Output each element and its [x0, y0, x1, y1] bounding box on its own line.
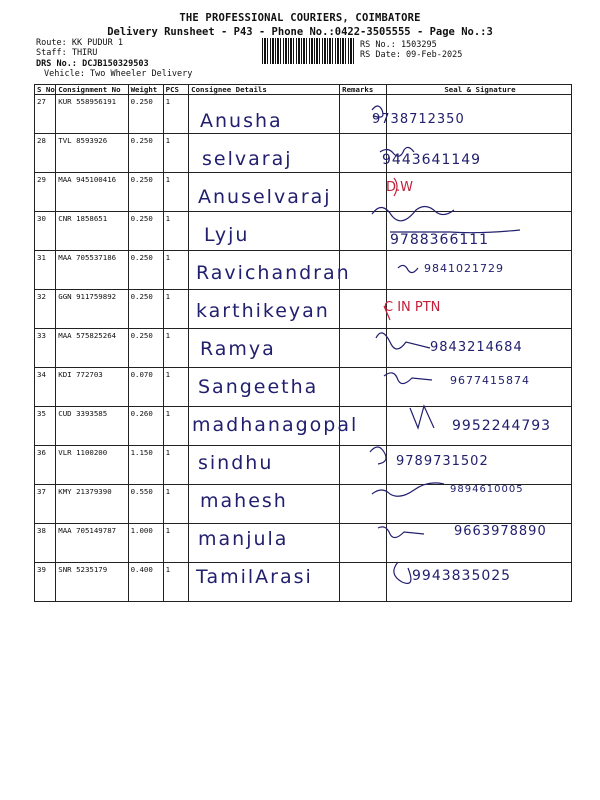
- cell-weight: 0.250: [128, 95, 163, 134]
- cell-consignment: CUD 3393585: [56, 407, 128, 446]
- cell-pcs: 1: [163, 368, 189, 407]
- rs-date: RS Date: 09-Feb-2025: [360, 50, 463, 60]
- red-ink-mark: D.W: [386, 180, 413, 195]
- handwritten-signature: 9843214684: [430, 340, 523, 355]
- scribble-sig-27: [372, 106, 383, 117]
- cell-consignment: MAA 705149787: [56, 524, 128, 563]
- cell-sno: 37: [35, 485, 56, 524]
- cell-pcs: 1: [163, 95, 189, 134]
- cell-sno: 38: [35, 524, 56, 563]
- drs-value: DCJB150329503: [82, 59, 149, 69]
- company-title: THE PROFESSIONAL COURIERS, COIMBATORE: [179, 12, 421, 24]
- rs-number: RS No.: 1503295: [360, 40, 437, 50]
- cell-consignment: TVL 8593926: [56, 134, 128, 173]
- cell-consignment: SNR 5235179: [56, 563, 128, 602]
- cell-sno: 28: [35, 134, 56, 173]
- col-weight: Weight: [128, 85, 163, 95]
- col-consignment: Consignment No: [56, 85, 128, 95]
- cell-sno: 29: [35, 173, 56, 212]
- cell-pcs: 1: [163, 134, 189, 173]
- red-scribble-32: [384, 306, 390, 320]
- handwritten-signature: 9841021729: [424, 262, 504, 275]
- cell-consignment: MAA 575825264: [56, 329, 128, 368]
- cell-sno: 31: [35, 251, 56, 290]
- handwritten-name: mahesh: [200, 490, 288, 512]
- col-consignee: Consignee Details: [189, 85, 340, 95]
- col-pcs: PCS: [163, 85, 189, 95]
- cell-weight: 0.400: [128, 563, 163, 602]
- cell-weight: 1.150: [128, 446, 163, 485]
- scribble-sig-37: [372, 483, 444, 496]
- cell-pcs: 1: [163, 563, 189, 602]
- cell-consignment: KDI 772703: [56, 368, 128, 407]
- handwritten-signature: 9789731502: [396, 454, 489, 469]
- handwritten-name: sindhu: [198, 452, 274, 474]
- cell-pcs: 1: [163, 251, 189, 290]
- cell-weight: 0.250: [128, 212, 163, 251]
- cell-pcs: 1: [163, 485, 189, 524]
- drs-label: DRS No.:: [36, 59, 77, 69]
- cell-sno: 30: [35, 212, 56, 251]
- cell-sno: 35: [35, 407, 56, 446]
- cell-weight: 0.250: [128, 329, 163, 368]
- scribble-sig-31: [398, 265, 418, 272]
- handwritten-signature: 9952244793: [452, 418, 552, 434]
- handwritten-name: Anuselvaraj: [198, 186, 332, 208]
- staff-label: Staff: THIRU: [36, 48, 98, 58]
- scribble-sig-35: [410, 406, 434, 428]
- cell-weight: 0.250: [128, 173, 163, 212]
- cell-consignment: MAA 945100416: [56, 173, 128, 212]
- cell-sno: 32: [35, 290, 56, 329]
- handwritten-name: Ramya: [200, 338, 276, 360]
- scribble-sig-30: [372, 206, 454, 220]
- cell-sno: 27: [35, 95, 56, 134]
- handwritten-name: Lyju: [204, 224, 250, 246]
- col-seal-signature: Seal & Signature: [386, 85, 571, 95]
- cell-sno: 34: [35, 368, 56, 407]
- handwritten-signature: 9663978890: [454, 524, 547, 539]
- cell-pcs: 1: [163, 329, 189, 368]
- cell-weight: 0.550: [128, 485, 163, 524]
- handwritten-name: Anusha: [200, 110, 283, 132]
- handwritten-signature: 9443641149: [382, 152, 482, 168]
- cell-sno: 33: [35, 329, 56, 368]
- cell-weight: 0.250: [128, 290, 163, 329]
- cell-weight: 0.250: [128, 134, 163, 173]
- cell-pcs: 1: [163, 446, 189, 485]
- scribble-sig-38: [378, 527, 424, 538]
- scribble-sig-36: [370, 447, 386, 464]
- cell-weight: 0.250: [128, 251, 163, 290]
- cell-pcs: 1: [163, 290, 189, 329]
- handwritten-name: karthikeyan: [196, 300, 330, 322]
- handwritten-name: madhanagopal: [192, 414, 359, 436]
- cell-weight: 1.000: [128, 524, 163, 563]
- handwritten-signature: 9894610005: [450, 484, 524, 495]
- handwritten-name: Ravichandran: [196, 262, 351, 284]
- vehicle-label: Vehicle: Two Wheeler Delivery: [44, 69, 193, 79]
- col-sno: S No: [35, 85, 56, 95]
- cell-pcs: 1: [163, 524, 189, 563]
- underline-sig-30: [390, 230, 520, 233]
- scribble-sig-34: [384, 373, 432, 384]
- scribble-sig-39: [394, 562, 411, 583]
- col-remarks: Remarks: [340, 85, 387, 95]
- scribble-sig-28: [380, 147, 414, 156]
- handwritten-signature: 9943835025: [412, 568, 512, 584]
- cell-pcs: 1: [163, 173, 189, 212]
- cell-consignment: CNR 1858651: [56, 212, 128, 251]
- handwritten-signature: 9677415874: [450, 374, 530, 387]
- cell-pcs: 1: [163, 407, 189, 446]
- cell-consignment: KUR 558956191: [56, 95, 128, 134]
- runsheet-subtitle: Delivery Runsheet - P43 - Phone No.:0422-3505555 - Page No.:3: [107, 26, 493, 38]
- cell-pcs: 1: [163, 212, 189, 251]
- scribble-sig-33: [376, 333, 430, 349]
- red-ink-mark: C IN PTN: [384, 300, 441, 315]
- cell-consignment: KMY 21379390: [56, 485, 128, 524]
- cell-sno: 39: [35, 563, 56, 602]
- cell-weight: 0.260: [128, 407, 163, 446]
- cell-weight: 0.070: [128, 368, 163, 407]
- cell-consignment: MAA 705537186: [56, 251, 128, 290]
- cell-consignment: VLR 1100200: [56, 446, 128, 485]
- handwritten-signature: 9788366111: [390, 232, 490, 248]
- handwritten-name: Sangeetha: [198, 376, 319, 398]
- handwritten-signature: 9738712350: [372, 112, 465, 127]
- handwritten-name: manjula: [198, 528, 289, 550]
- cell-sno: 36: [35, 446, 56, 485]
- handwritten-name: TamilArasi: [196, 566, 313, 588]
- route-label: Route: KK PUDUR 1: [36, 38, 123, 48]
- handwritten-name: selvaraj: [202, 148, 293, 170]
- cell-consignment: GGN 911759892: [56, 290, 128, 329]
- red-scribble-29: [394, 178, 397, 196]
